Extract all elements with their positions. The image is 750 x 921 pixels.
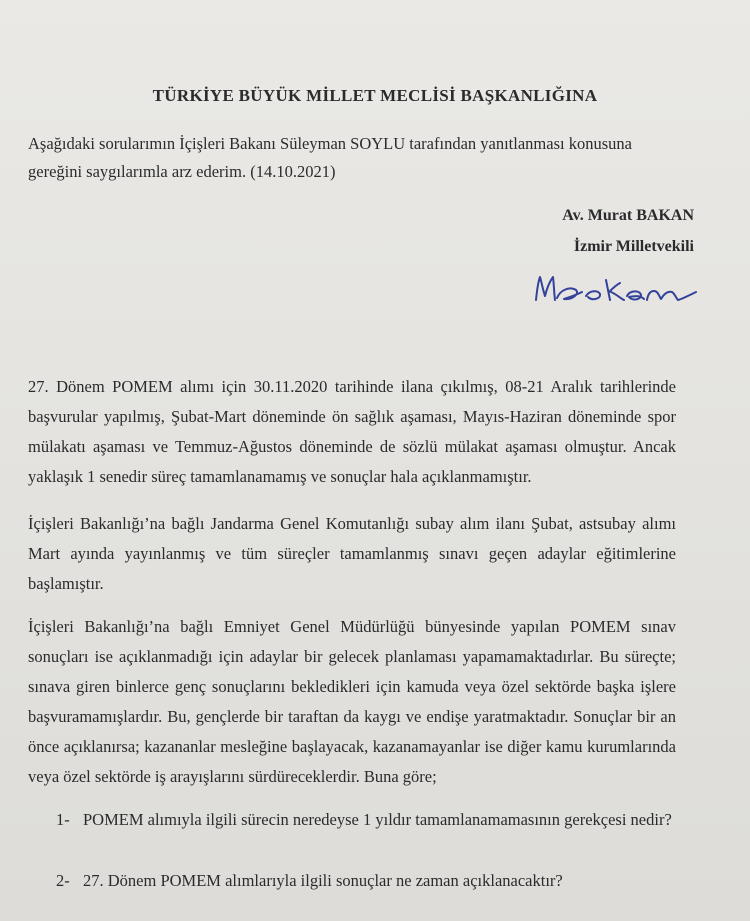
paragraph-3: İçişleri Bakanlığı’na bağlı Emniyet Genel Müdürlüğü bünyesinde yapılan POMEM sınav sonuçları ise açıklanmadığı için adaylar bir gelecek planlaması yapamamaktadırlar. Bu süreçte; sınava giren binlerce genç sonuçlarını bekledikleri için kamuda veya özel sektörde başka işlere başvuramamışlardır. Bu, gençlerde bir taraftan da kaygı ve endişe yaratmaktadır. Sonuçlar bir an önce açıklanırsa; kazananlar mesleğine başlayacak, kazanamayanlar ise diğer kamu kurumlarında veya özel sektörde iş arayışlarını sürdüreceklerdir. Buna göre; (28, 617, 676, 786)
question-1 (56, 805, 676, 835)
document-title: TÜRKİYE BÜYÜK MİLLET MECLİSİ BAŞKANLIĞINA (152, 86, 598, 105)
sender-name: Av. Murat BAKAN (562, 207, 694, 224)
paragraph-2: İçişleri Bakanlığı’na bağlı Jandarma Genel Komutanlığı subay alım ilanı Şubat, astsubay alımı Mart ayında yayınlanmış ve tüm süreçler tamamlanmış sınavı geçen adaylar eğitimlerine başlamıştır. (28, 514, 676, 593)
question-text: 27. Dönem POMEM alımlarıyla ilgili sonuçlar ne zaman açıklanacaktır? (83, 871, 563, 890)
question-number: 2- (56, 871, 70, 890)
paragraph-1: 27. Dönem POMEM alımı için 30.11.2020 tarihinde ilana çıkılmış, 08-21 Aralık tarihlerinde başvurular yapılmış, Şubat-Mart döneminde ön sağlık aşaması, Mayıs-Haziran döneminde spor mülakatı aşaması ve Temmuz-Ağustos döneminde de sözlü mülakat aşaması olmuştur. Ancak yaklaşık 1 senedir süreç tamamlanamamış ve sonuçlar hala açıklanmamıştır. (28, 377, 676, 486)
question-text: POMEM alımıyla ilgili sürecin neredeyse 1 yıldır tamamlanamamasının gerekçesi nedir? (83, 810, 672, 829)
intro-text: Aşağıdaki sorularımın İçişleri Bakanı Süleyman SOYLU tarafından yanıtlanması konusuna gereğini saygılarımla arz ederim. (14.10.2021) (28, 134, 632, 181)
handwritten-signature (530, 270, 705, 310)
sender-role: İzmir Milletvekili (573, 238, 694, 255)
question-number: 1- (56, 810, 70, 829)
question-2 (56, 866, 676, 896)
